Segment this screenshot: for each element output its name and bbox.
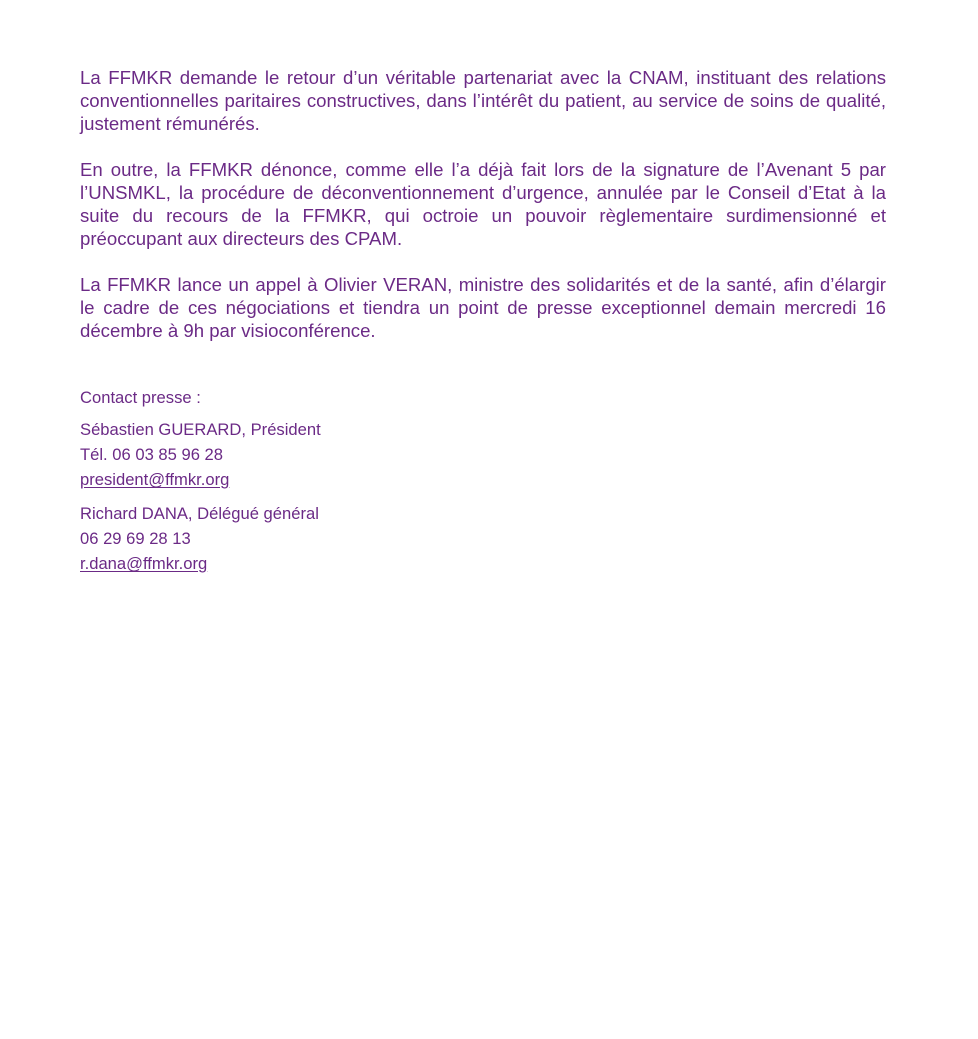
paragraph-appeal: La FFMKR lance un appel à Olivier VERAN, ministre des solidarités et de la santé, afin d’élargir le cadre de ces négociations et tiendra un point de presse exceptionnel demain mercredi 16 décembre à 9h par visioconférence. <box>80 274 886 341</box>
contact-email-delegate-link[interactable]: r.dana@ffmkr.org <box>80 554 208 573</box>
contact-block-delegate <box>80 501 886 576</box>
press-release-page <box>80 66 886 585</box>
contact-name-delegate: Richard DANA, Délégué général <box>80 504 319 523</box>
contact-phone-president: Tél. 06 03 85 96 28 <box>80 445 223 464</box>
contact-email-president-link[interactable]: president@ffmkr.org <box>80 470 230 489</box>
contact-block-president <box>80 417 886 492</box>
paragraph-partnership: La FFMKR demande le retour d’un véritable partenariat avec la CNAM, instituant des relations conventionnelles paritaires constructives, dans l’intérêt du patient, au service de soins de qualité, justement rémunérés. <box>80 67 886 134</box>
contact-heading: Contact presse : <box>80 388 201 407</box>
paragraph-denunciation: En outre, la FFMKR dénonce, comme elle l’a déjà fait lors de la signature de l’Avenant 5 par l’UNSMKL, la procédure de déconventionnement d’urgence, annulée par le Conseil d’Etat à la suite du recours de la FFMKR, qui octroie un pouvoir règlementaire surdimensionné et préoccupant aux directeurs des CPAM. <box>80 159 886 249</box>
contact-phone-delegate: 06 29 69 28 13 <box>80 529 191 548</box>
press-contact-section <box>80 385 886 576</box>
contact-name-president: Sébastien GUERARD, Président <box>80 420 321 439</box>
